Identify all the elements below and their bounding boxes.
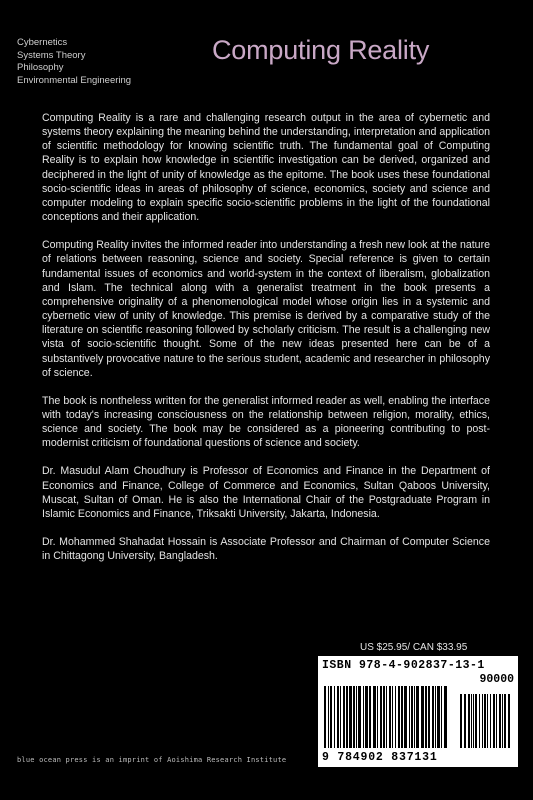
book-title: Computing Reality: [212, 35, 430, 65]
subject-categories: [17, 37, 131, 87]
category-3: Philosophy: [17, 62, 64, 73]
category-4: Environmental Engineering: [17, 74, 132, 86]
category-2: Systems Theory: [17, 49, 86, 61]
blurb: [42, 111, 490, 577]
barcode-area: [318, 656, 518, 767]
ean-number: 9 784902 837131: [322, 751, 438, 764]
barcode-bars-icon: [324, 686, 512, 750]
price-addon-code: 90000: [479, 673, 514, 686]
author-bio-1: Dr. Masudul Alam Choudhury is Professor of Economics and Finance in the Department of Economics and Finance, College of Commerce and Economics, Sultan Qaboos University, Muscat, Sultan of Oman. He is also the International Chair of the Postgraduate Program in Islamic Economics and Finance, Triksakti University, Jakarta, Indonesia.: [42, 465, 490, 520]
paragraph-1: Computing Reality is a rare and challenging research output in the area of cybernetic and systems theory explaining the meaning behind the understanding, interpretation and application of scientific methodology for knowing scientific truth. The fundamental goal of Computing Reality is to explain how knowledge in scientific investigation can be derived, organized and deciphered in the light of unity of knowledge as the epitome. The book uses these foundational socio-scientific ideas in areas of philosophy of science, economics, society and science and computer modeling to explain specific socio-scientific problems in the light of the foundational conceptions and their application.: [42, 112, 490, 224]
isbn-text: ISBN 978-4-902837-13-1: [322, 659, 485, 672]
price-label: US $25.95/ CAN $33.95: [360, 642, 468, 653]
imprint-note: blue ocean press is an imprint of Aoishima Research Institute: [17, 756, 287, 764]
paragraph-3: The book is nontheless written for the generalist informed reader as well, enabling the interface with today's increasing consciousness on the relationship between religion, morality, ethics, science and society. The book may be considered as a pioneering contributing to post-modernist criticism of foundational questions of science and society.: [42, 394, 490, 450]
category-1: Cybernetics: [17, 37, 68, 48]
author-bio-2: Dr. Mohammed Shahadat Hossain is Associate Professor and Chairman of Computer Science in Chittagong University, Bangladesh.: [42, 536, 490, 563]
paragraph-2: Computing Reality invites the informed reader into understanding a fresh new look at the nature of relations between reasoning, science and society. Special reference is given to certain fundamental issues of economics and world-system in the context of liberalism, globalization and Islam. The technical along with a generalist treatment in the book presents a comprehensive originality of a phenomenological model whose origin lies in a systemic and cybernetic view of unity of knowledge. This premise is derived by a comparative study of the literature on scientific reasoning followed by scholarly criticism. The result is a challenging new vista of socio-scientific thought. Some of the new ideas presented here can be of a substantively provocative nature to the serious student, academic and researcher in philosophy of science.: [42, 239, 490, 379]
